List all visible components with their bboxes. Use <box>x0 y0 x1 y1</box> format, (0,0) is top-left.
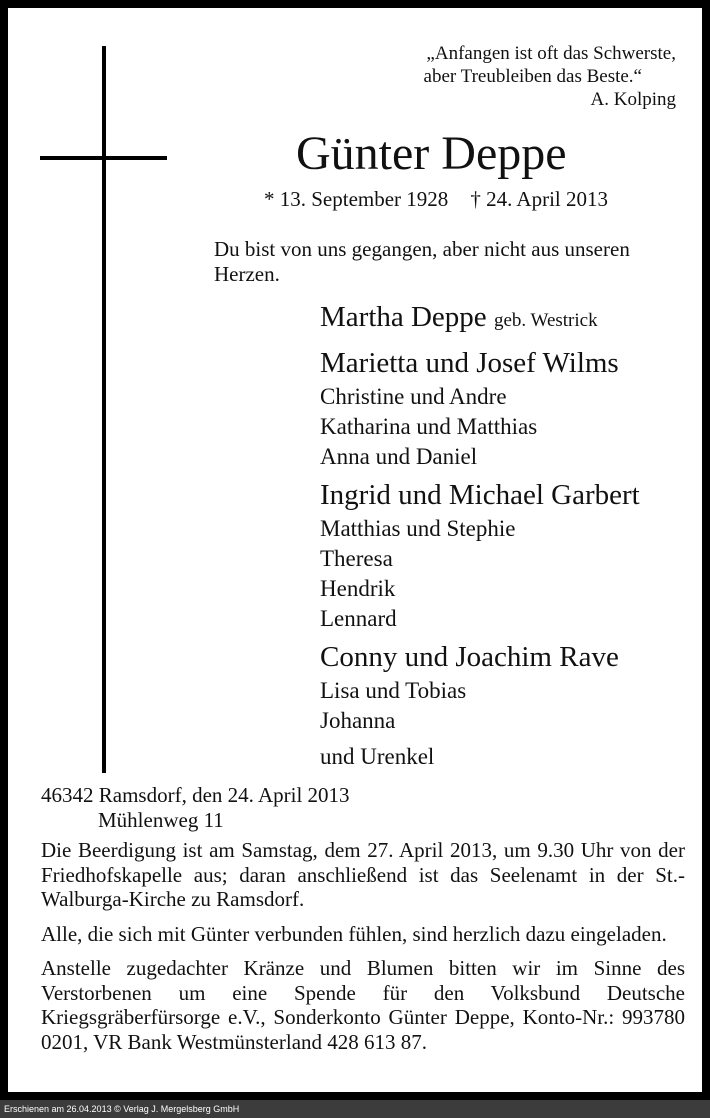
deceased-name: Günter Deppe <box>296 127 567 180</box>
funeral-paragraph: Die Beerdigung ist am Samstag, dem 27. April 2013, um 9.30 Uhr von der Friedhofskapelle aus; daran anschließend ist das Seelenamt in der St.-Walburga-Kirche zu Ramsdorf. <box>41 838 685 911</box>
family-member: Lisa und Tobias <box>320 678 467 703</box>
widow-entry <box>320 298 700 340</box>
family-member: Matthias und Stephie <box>320 516 516 541</box>
notice-body <box>41 838 685 1064</box>
family-member: Christine und Andre <box>320 384 507 409</box>
death-date: † 24. April 2013 <box>470 187 608 211</box>
family-group <box>320 638 700 736</box>
family-member: Anna und Daniel <box>320 444 478 469</box>
quote-line-1: „Anfangen ist oft das Schwerste, <box>426 43 676 64</box>
footer-text: Erschienen am 26.04.2013 © Verlag J. Mergelsberg GmbH <box>4 1104 240 1114</box>
family-head: Marietta und Josef Wilms <box>320 347 619 379</box>
publication-footer <box>0 1100 710 1118</box>
family-member: Johanna <box>320 708 396 733</box>
cross-icon-horizontal-bar <box>40 156 167 160</box>
life-dates <box>264 186 608 212</box>
family-group <box>320 344 700 472</box>
family-member: Katharina und Matthias <box>320 414 538 439</box>
donation-paragraph: Anstelle zugedachter Kränze und Blumen bitten wir im Sinne des Verstorbenen um eine Spende für den Volksbund Deutsche Kriegsgräberfürsorge e.V., Sonderkonto Günter Deppe, Konto-Nr.: 993780 0201, VR Bank Westmünsterland 428 613 87. <box>41 956 685 1054</box>
mourners-list <box>320 298 700 772</box>
widow-maiden-name: geb. Westrick <box>493 310 598 331</box>
great-grandchildren: und Urenkel <box>320 744 435 769</box>
family-head: Ingrid und Michael Garbert <box>320 479 640 511</box>
family-member: Theresa <box>320 546 393 571</box>
family-head: Conny und Joachim Rave <box>320 641 619 673</box>
place-and-date <box>41 783 350 833</box>
street-address: Mühlenweg 11 <box>98 808 224 832</box>
city-date: 46342 Ramsdorf, den 24. April 2013 <box>41 783 350 807</box>
family-member: Lennard <box>320 606 397 631</box>
kolping-quote <box>424 42 676 111</box>
intro-text: Du bist von uns gegangen, aber nicht aus unseren Herzen. <box>214 237 630 286</box>
family-group <box>320 476 700 634</box>
invitation-paragraph: Alle, die sich mit Günter verbunden fühlen, sind herzlich dazu eingeladen. <box>41 921 667 946</box>
family-member: Hendrik <box>320 576 396 601</box>
quote-line-2: aber Treubleiben das Beste.“ <box>423 66 642 87</box>
birth-date: * 13. September 1928 <box>264 187 449 211</box>
quote-author: A. Kolping <box>590 89 676 110</box>
widow-name: Martha Deppe <box>320 301 487 333</box>
